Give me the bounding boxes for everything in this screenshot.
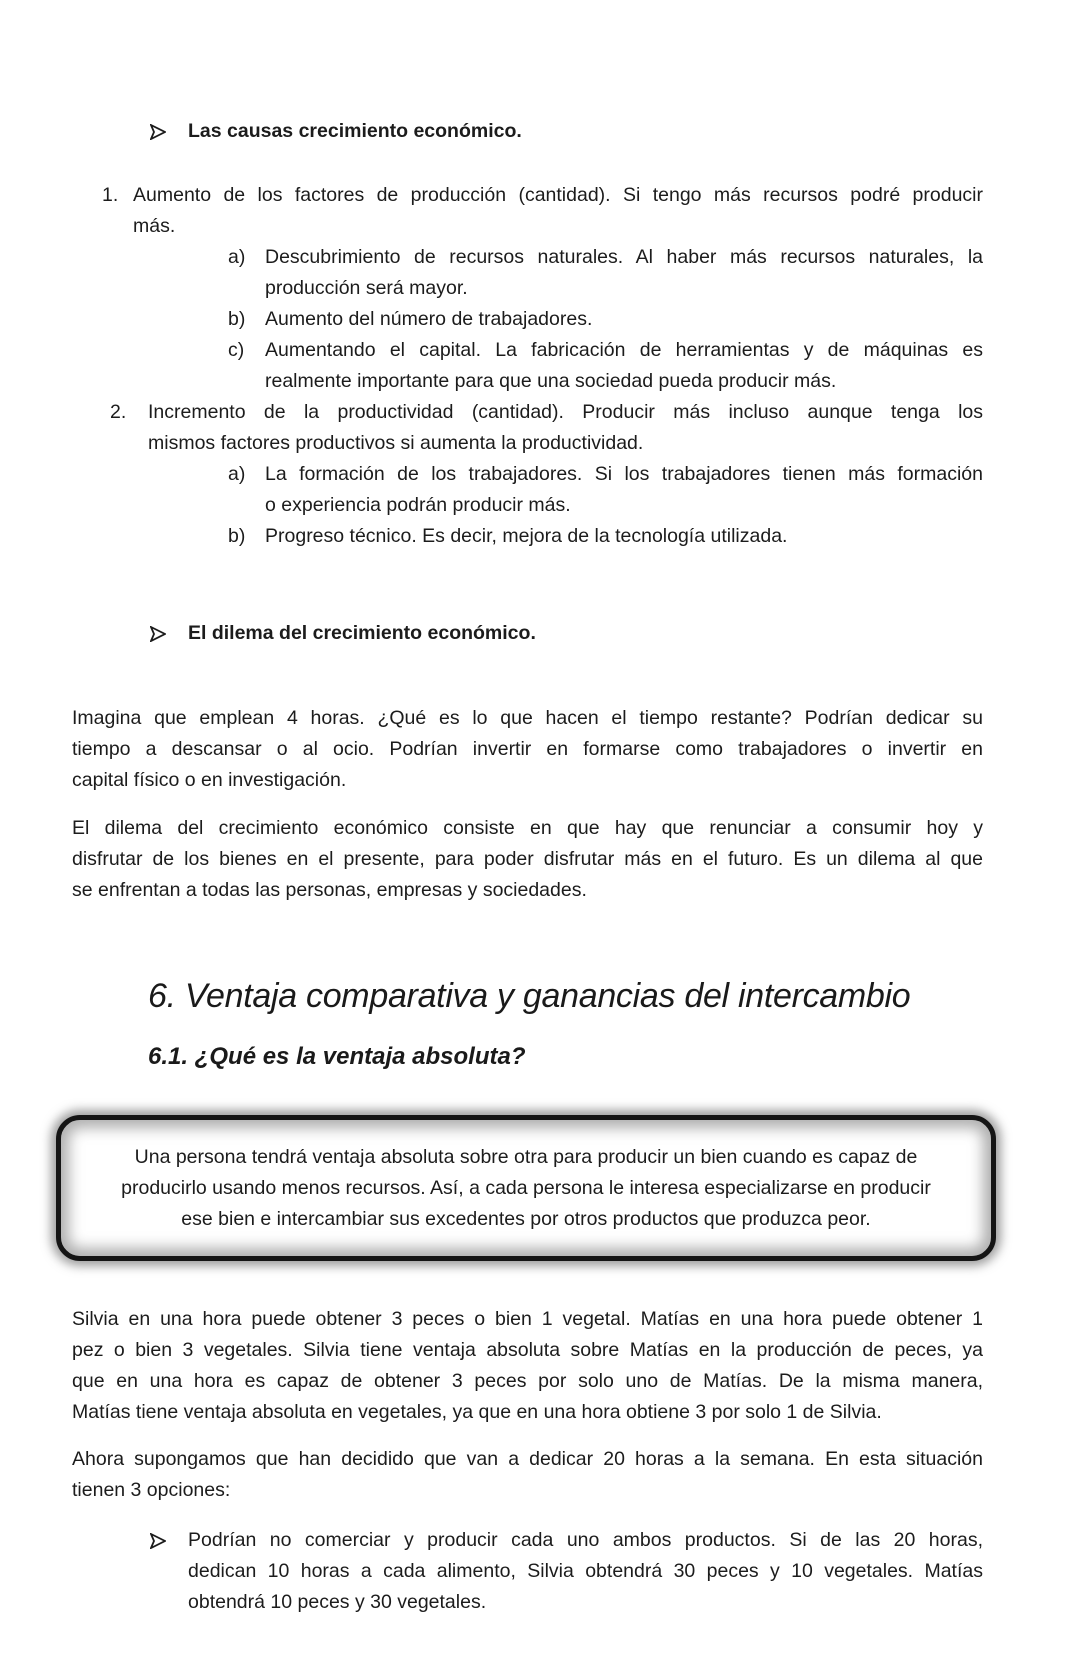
definition-line: producirlo usando menos recursos. Así, a cada persona le interesa especializarse en producir: [121, 1177, 931, 1199]
sublist-item-text: producción será mayor.: [265, 277, 468, 299]
sublist-marker: c): [228, 339, 245, 361]
list-item-text: mismos factores productivos si aumenta la productividad.: [148, 432, 644, 454]
arrowhead-bullet-icon: [150, 124, 166, 140]
sublist-marker: a): [228, 246, 246, 268]
sublist-item-text: Aumento del número de trabajadores.: [265, 308, 593, 330]
paragraph-line: El dilema del crecimiento económico consiste en que hay que renunciar a consumir hoy y: [72, 817, 983, 839]
list-item-text: Aumento de los factores de producción (cantidad). Si tengo más recursos podré producir: [133, 184, 983, 206]
section-subtitle: 6.1. ¿Qué es la ventaja absoluta?: [148, 1043, 526, 1070]
definition-line: ese bien e intercambiar sus excedentes por otros productos que produzca peor.: [181, 1208, 871, 1230]
list-number: 1.: [102, 184, 119, 206]
section-heading-causas: Las causas crecimiento económico.: [188, 120, 522, 142]
paragraph-line: disfrutar de los bienes en el presente, para poder disfrutar más en el futuro. Es un dilema al que: [72, 848, 983, 870]
definition-line: Una persona tendrá ventaja absoluta sobre otra para producir un bien cuando es capaz de: [134, 1146, 918, 1168]
arrowhead-bullet-icon: [150, 1533, 166, 1549]
sublist-item-text: Progreso técnico. Es decir, mejora de la tecnología utilizada.: [265, 525, 788, 547]
paragraph-line: Matías tiene ventaja absoluta en vegetales, ya que en una hora obtiene 3 por solo 1 de Silvia.: [72, 1401, 882, 1423]
paragraph-line: Imagina que emplean 4 horas. ¿Qué es lo que hacen el tiempo restante? Podrían dedicar su: [72, 707, 983, 729]
sublist-item-text: La formación de los trabajadores. Si los trabajadores tienen más formación: [265, 463, 983, 485]
bullet-text: Podrían no comerciar y producir cada uno ambos productos. Si de las 20 horas,: [188, 1529, 983, 1551]
paragraph-line: se enfrentan a todas las personas, empresas y sociedades.: [72, 879, 587, 901]
paragraph-line: tiempo a descansar o al ocio. Podrían invertir en formarse como trabajadores o invertir en: [72, 738, 983, 760]
sublist-item-text: Descubrimiento de recursos naturales. Al haber más recursos naturales, la: [265, 246, 983, 268]
list-number: 2.: [110, 401, 127, 423]
list-item-text: Incremento de la productividad (cantidad). Producir más incluso aunque tenga los: [148, 401, 983, 423]
sublist-marker: b): [228, 308, 246, 330]
sublist-item-text: Aumentando el capital. La fabricación de herramientas y de máquinas es: [265, 339, 983, 361]
chapter-title: 6. Ventaja comparativa y ganancias del intercambio: [148, 977, 911, 1015]
paragraph-line: Silvia en una hora puede obtener 3 peces o bien 1 vegetal. Matías en una hora puede obtener 1: [72, 1308, 983, 1330]
section-heading-dilema: El dilema del crecimiento económico.: [188, 622, 536, 644]
sublist-marker: b): [228, 525, 246, 547]
paragraph-line: tienen 3 opciones:: [72, 1479, 231, 1501]
list-item-text: más.: [133, 215, 176, 237]
paragraph-line: pez o bien 3 vegetales. Silvia tiene ventaja absoluta sobre Matías en la producción de peces, ya: [72, 1339, 983, 1361]
paragraph-line: que en una hora es capaz de obtener 3 peces por solo uno de Matías. De la misma manera,: [72, 1370, 983, 1392]
sublist-marker: a): [228, 463, 246, 485]
bullet-text: dedican 10 horas a cada alimento, Silvia obtendrá 30 peces y 10 vegetales. Matías: [188, 1560, 983, 1582]
sublist-item-text: o experiencia podrán producir más.: [265, 494, 571, 516]
arrowhead-bullet-icon: [150, 626, 166, 642]
sublist-item-text: realmente importante para que una sociedad pueda producir más.: [265, 370, 837, 392]
paragraph-line: capital físico o en investigación.: [72, 769, 347, 791]
paragraph-line: Ahora supongamos que han decidido que van a dedicar 20 horas a la semana. En esta situación: [72, 1448, 983, 1470]
bullet-text: obtendrá 10 peces y 30 vegetales.: [188, 1591, 487, 1613]
